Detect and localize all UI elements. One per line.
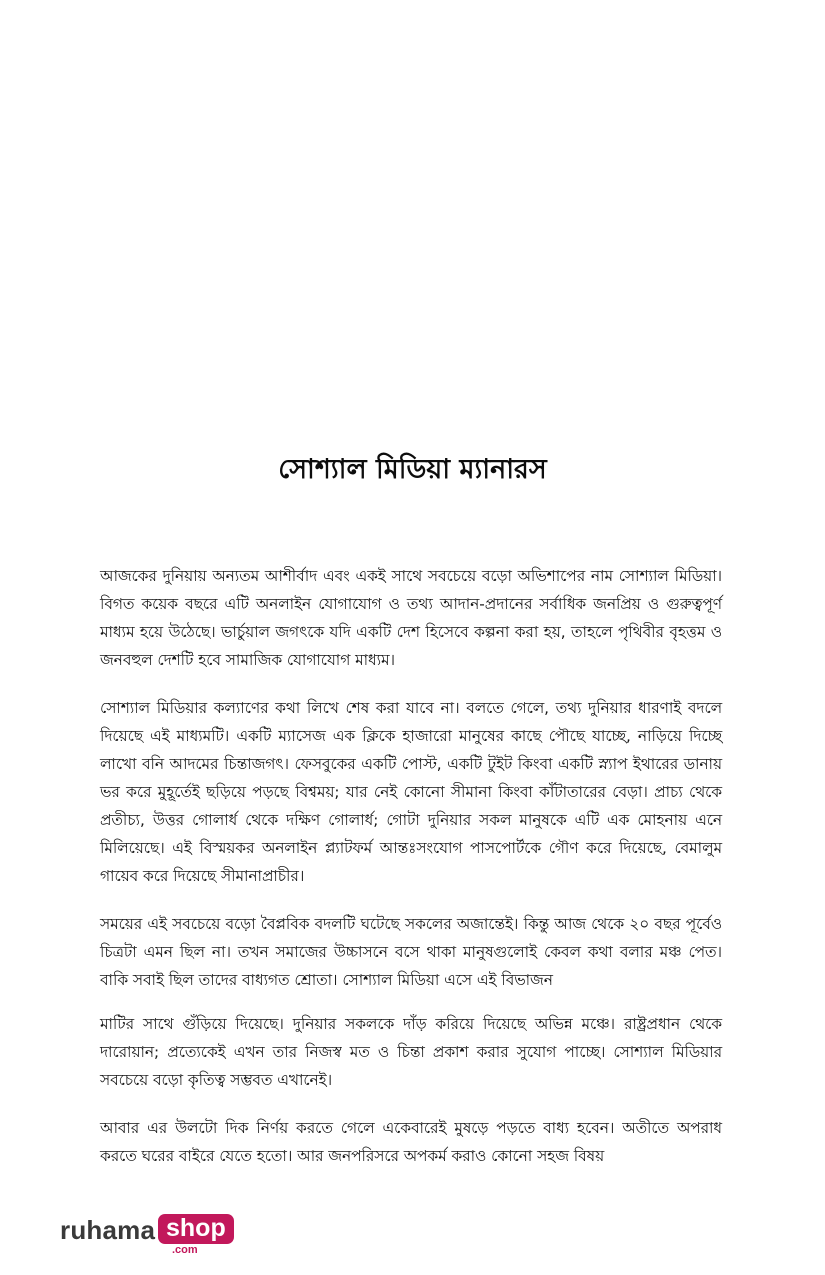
paragraph-5: আবার এর উলটো দিক নির্ণয় করতে গেলে একেবারেই মুষড়ে পড়তে বাধ্য হবেন। অতীতে অপরাধ করতে ঘরের বাইরে যেতে হতো। আর জনপরিসরে অপকর্ম করাও কোনো সহজ বিষয় (100, 1119, 722, 1165)
paragraph-1: আজকের দুনিয়ায় অন্যতম আশীর্বাদ এবং একই সাথে সবচেয়ে বড়ো অভিশাপের নাম সোশ্যাল মিডিয়া। বিগত কয়েক বছরে এটি অনলাইন যোগাযোগ ও তথ্য আদান-প্রদানের সর্বাধিক জনপ্রিয় ও গুরুত্বপূর্ণ মাধ্যম হয়ে উঠেছে। ভার্চুয়াল জগৎকে যদি একটি দেশ হিসেবে কল্পনা করা হয়, তাহলে পৃথিবীর বৃহত্তম ও জনবহুল দেশটি হবে সামাজিক যোগাযোগ মাধ্যম। (100, 567, 723, 669)
chapter-title: সোশ্যাল মিডিয়া ম্যানারস (278, 454, 547, 485)
logo-brand-badge: shop (158, 1214, 234, 1244)
paragraph-4: মাটির সাথে গুঁড়িয়ে দিয়েছে। দুনিয়ার সকলকে দাঁড় করিয়ে দিয়েছে অভিন্ন মঞ্চে। রাষ্ট্রপ্রধান থেকে দারোয়ান; প্রত্যেকেই এখন তার নিজস্ব মত ও চিন্তা প্রকাশ করার সুযোগ পাচ্ছে। সোশ্যাল মিডিয়ার সবচেয়ে বড়ো কৃতিত্ব সম্ভবত এখানেই। (100, 1015, 722, 1089)
paragraph-3: সময়ের এই সবচেয়ে বড়ো বৈপ্লবিক বদলটি ঘটেছে সকলের অজান্তেই। কিন্তু আজ থেকে ২০ বছর পূর্বেও চিত্রটা এমন ছিল না। তখন সমাজের উচ্চাসনে বসে থাকা মানুষগুলোই কেবল কথা বলার মঞ্চ পেত। বাকি সবাই ছিল তাদের বাধ্যগত শ্রোতা। সোশ্যাল মিডিয়া এসে এই বিভাজন (100, 915, 722, 989)
logo-brand-word: ruhama (60, 1215, 156, 1245)
ruhamashop-logo (60, 1211, 230, 1259)
logo-domain: .com (172, 1244, 198, 1256)
paragraph-2: সোশ্যাল মিডিয়ার কল্যাণের কথা লিখে শেষ করা যাবে না। বলতে গেলে, তথ্য দুনিয়ার ধারণাই বদলে দিয়েছে এই মাধ্যমটি। একটি ম্যাসেজ এক ক্লিকে হাজারো মানুষের কাছে পৌছে যাচ্ছে, নাড়িয়ে দিচ্ছে লাখো বনি আদমের চিন্তাজগৎ। ফেসবুকের একটি পোস্ট, একটি টুইট কিংবা একটি স্ন্যাপ ইথারের ডানায় ভর করে মুহূর্তেই ছড়িয়ে পড়ছে বিশ্বময়; যার নেই কোনো সীমানা কিংবা কাঁটাতারের বেড়া। প্রাচ্য থেকে প্রতীচ্য, উত্তর গোলার্ধ থেকে দক্ষিণ গোলার্ধ; গোটা দুনিয়ার সকল মানুষকে এটি এক মোহনায় এনে মিলিয়েছে। এই বিস্ময়কর অনলাইন প্ল্যাটফর্ম আন্তঃসংযোগ পাসপোর্টকে গৌণ করে দিয়েছে, বেমালুম গায়েব করে দিয়েছে সীমানাপ্রাচীর। (100, 699, 722, 885)
chapter-body (100, 562, 722, 1190)
